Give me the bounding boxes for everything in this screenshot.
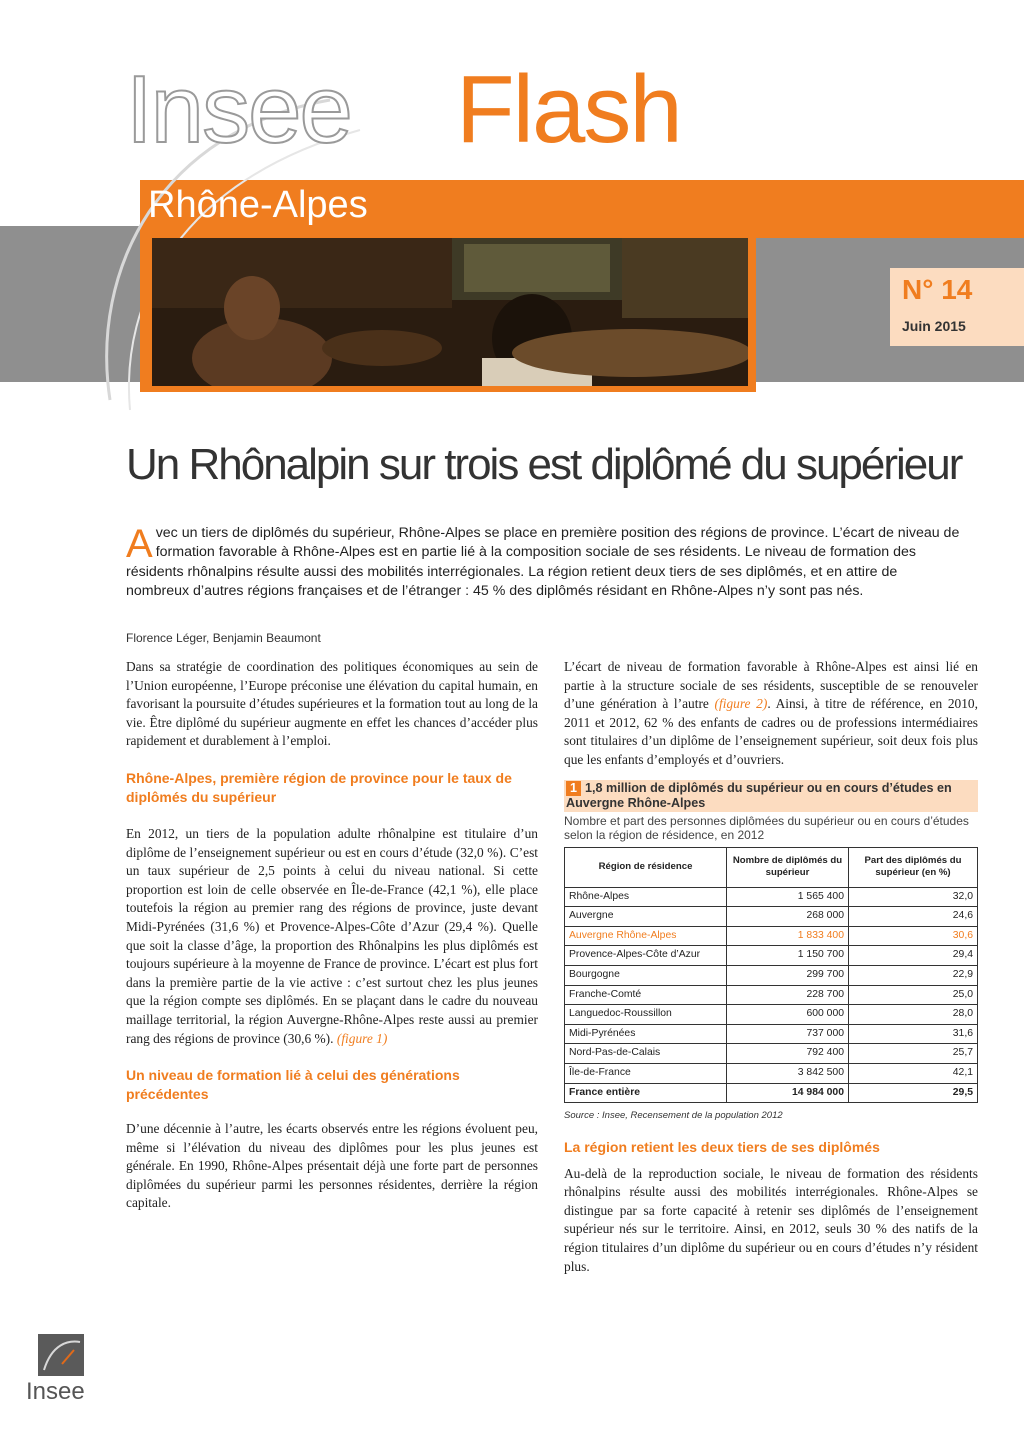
issue-date: Juin 2015 (902, 318, 966, 334)
table-cell-region: Île-de-France (565, 1063, 727, 1083)
table-row (565, 887, 978, 907)
table-row (565, 1005, 978, 1025)
section-heading-1: Rhône-Alpes, première région de province pour le taux de diplômés du supérieur (126, 769, 512, 805)
table-cell-count: 3 842 500 (727, 1063, 849, 1083)
right-column (564, 658, 978, 1276)
table-cell-share: 25,0 (849, 985, 978, 1005)
table-row (565, 1024, 978, 1044)
table-cell-count: 1 565 400 (727, 887, 849, 907)
table-header-row (565, 847, 978, 887)
insee-logo (26, 1334, 96, 1404)
lead-text: vec un tiers de diplômés du supérieur, Rhône-Alpes se place en première position des régions de province. L’écart de niveau de formation favorable à Rhône-Alpes est en partie lié à la composition sociale de ses résidents. Le niveau de formation des résidents rhônalpins résulte aussi des mobilités interrégionales. La région retient deux tiers de ses diplômés, et en attire de nombreux d’autres régions françaises et de l’étranger : 45 % des diplômés résidant en Rhône-Alpes n’y sont pas nés. (126, 525, 960, 600)
left-paragraph-2 (126, 825, 538, 1048)
table-row (565, 926, 978, 946)
table-cell-count: 1 833 400 (727, 926, 849, 946)
table-cell-region: Rhône-Alpes (565, 887, 727, 907)
lecture-hall-photo (140, 238, 756, 392)
table-cell-count: 1 150 700 (727, 946, 849, 966)
table-cell-share: 42,1 (849, 1063, 978, 1083)
right-paragraph-1 (564, 658, 978, 770)
figure-1-table (564, 847, 978, 1104)
figure-1 (564, 780, 978, 1126)
table-cell-share: 29,5 (849, 1083, 978, 1103)
table-row (565, 907, 978, 927)
table-cell-region: Midi-Pyrénées (565, 1024, 727, 1044)
left-paragraph-2-text: En 2012, un tiers de la population adulte rhônalpine est titulaire d’un diplôme de l’enseignement supérieur ou est en cours d’étude (32,0 %). C’est un taux supérieur de 2,5 points à celui du niveau national. Si cette proportion est loin de celle observée en Île-de-France (42,1 %), elle place toutefois la région au premier rang des régions de province, juste devant Midi-Pyrénées (31,6 %) et Provence-Alpes-Côte d’Azur (29,4 %). Quelle que soit la classe d’âge, la proportion des Rhônalpins les plus diplômés est toujours supérieure à la moyenne de France de province. L’écart est plus fort dans la première partie de la vie active : c’est surtout chez les plus jeunes que la région compte ses diplômés. En se plaçant dans le cadre du nouveau maillage territorial, la région Auvergne-Rhône-Alpes reste aussi au premier rang des régions de province (30,6 %). (126, 825, 538, 1046)
table-row (565, 1063, 978, 1083)
region-name: Rhône-Alpes (148, 184, 368, 226)
table-cell-count: 268 000 (727, 907, 849, 927)
table-cell-region: Auvergne (565, 907, 727, 927)
table-cell-count: 737 000 (727, 1024, 849, 1044)
table-cell-count: 299 700 (727, 965, 849, 985)
table-cell-share: 32,0 (849, 887, 978, 907)
table-cell-region: Bourgogne (565, 965, 727, 985)
table-cell-count: 228 700 (727, 985, 849, 1005)
authors: Florence Léger, Benjamin Beaumont (126, 631, 321, 645)
issue-number: N° 14 (902, 274, 973, 305)
table-row (565, 946, 978, 966)
insee-logo-icon (38, 1334, 84, 1376)
table-cell-region: Auvergne Rhône-Alpes (565, 926, 727, 946)
section-heading-2: Un niveau de formation lié à celui des générations précédentes (126, 1067, 460, 1103)
figure-1-source: Source : Insee, Recensement de la population 2012 (564, 1110, 783, 1122)
table-cell-share: 25,7 (849, 1044, 978, 1064)
table-cell-share: 28,0 (849, 1005, 978, 1025)
figure-1-number: 1 (566, 781, 581, 796)
table-row (565, 985, 978, 1005)
table-cell-count: 14 984 000 (727, 1083, 849, 1103)
figure-2-link[interactable]: (figure 2) (714, 696, 768, 712)
table-row (565, 1083, 978, 1103)
logo-insee-text: Insee (126, 56, 351, 163)
left-paragraph-3: D’une décennie à l’autre, les écarts observés entre les régions évoluent peu, même si l’élévation du niveau des diplômes pour les plus jeunes est générale. En 1990, Rhône-Alpes présentait déjà une forte part de personnes diplômées du supérieur parmi les personnes résidentes, derrière la région capitale. (126, 1121, 538, 1211)
table-cell-share: 24,6 (849, 907, 978, 927)
logo-flash-text: Flash (456, 56, 681, 163)
section-heading-3: La région retient les deux tiers de ses diplômés (564, 1138, 880, 1155)
issue-box (890, 268, 1024, 346)
figure-1-title-text: 1,8 million de diplômés du supérieur ou en cours d’études en Auvergne Rhône-Alpes (566, 780, 952, 810)
table-header-region: Région de résidence (565, 847, 727, 887)
lead-paragraph (126, 524, 962, 602)
left-paragraph-1: Dans sa stratégie de coordination des politiques économiques au sein de l’Union européenne, l’Europe préconise une élévation du capital humain, en favorisant la poursuite d’études supérieures et la formation tout au long de la vie. Être diplômé du supérieur augmente en effet les chances d’accéder plus rapidement et durablement à l’emploi. (126, 659, 538, 749)
table-row (565, 1044, 978, 1064)
right-paragraph-1-text-b: . Ainsi, à titre de référence, en 2010, 2011 et 2012, 62 % des enfants de cadres ou de professions intermédiaires sont titulaires d’un diplôme de l’enseignement supérieur, soit deux fois plus que les enfants d’employés et d’ouvriers. (564, 696, 978, 767)
right-paragraph-2: Au-delà de la reproduction sociale, le niveau de formation des résidents rhônalpins résulte aussi des mobilités interrégionales. Rhône-Alpes se distingue par sa forte capacité à retenir ses diplômés de l’enseignement supérieur nés sur le territoire. Ainsi, en 2012, seuls 30 % des natifs de la région titulaires d’un diplôme du supérieur ou en cours d’études n’y résident plus. (564, 1165, 978, 1274)
figure-1-title (564, 780, 978, 812)
table-cell-region: France entière (565, 1083, 727, 1103)
insee-logo-text: Insee (26, 1378, 85, 1405)
table-cell-count: 600 000 (727, 1005, 849, 1025)
left-column (126, 658, 538, 1213)
table-header-count: Nombre de diplômés du supérieur (727, 847, 849, 887)
table-cell-share: 22,9 (849, 965, 978, 985)
figure-1-link[interactable]: (figure 1) (336, 1030, 388, 1046)
table-cell-region: Languedoc-Roussillon (565, 1005, 727, 1025)
table-cell-share: 30,6 (849, 926, 978, 946)
table-cell-region: Franche-Comté (565, 985, 727, 1005)
lead-dropcap: A (126, 522, 153, 566)
table-header-share: Part des diplômés du supérieur (en %) (849, 847, 978, 887)
table-cell-count: 792 400 (727, 1044, 849, 1064)
table-cell-share: 29,4 (849, 946, 978, 966)
right-paragraph-1-text-a: L’écart de niveau de formation favorable à Rhône-Alpes est ainsi lié en partie à la structure sociale de ses résidents, susceptible de se renouveler d’une génération à l’autre (564, 659, 978, 712)
table-row (565, 965, 978, 985)
figure-1-subtitle: Nombre et part des personnes diplômées du supérieur ou en cours d’études selon la région de résidence, en 2012 (564, 813, 969, 842)
table-cell-share: 31,6 (849, 1024, 978, 1044)
article-title: Un Rhônalpin sur trois est diplômé du supérieur (126, 440, 962, 489)
table-cell-region: Nord-Pas-de-Calais (565, 1044, 727, 1064)
table-cell-region: Provence-Alpes-Côte d’Azur (565, 946, 727, 966)
